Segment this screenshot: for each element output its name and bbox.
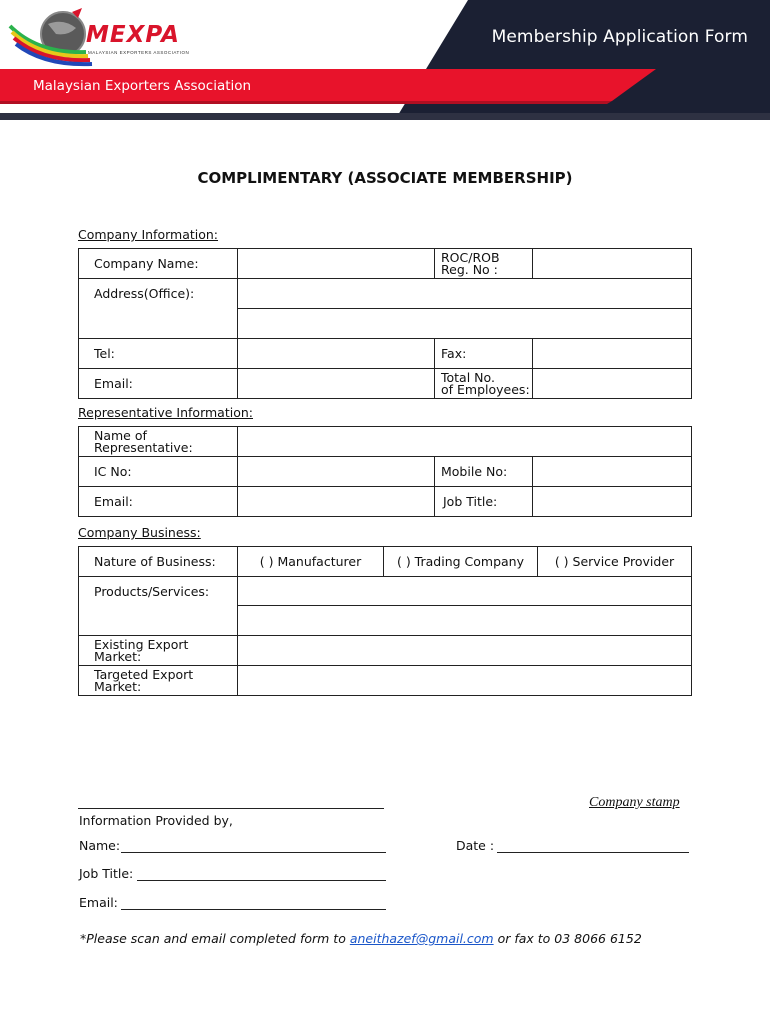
note-prefix: *Please scan and email completed form to	[80, 931, 350, 946]
ic-label: IC No:	[79, 457, 238, 487]
existing-market-line1: Existing Export	[94, 636, 189, 652]
address-field-1[interactable]	[238, 279, 692, 309]
email-label: Email:	[79, 369, 238, 399]
date-line[interactable]	[497, 852, 689, 853]
mobile-label: Mobile No:	[435, 457, 533, 487]
roc-label-line1: ROC/ROB	[441, 249, 500, 265]
company-name-label: Company Name:	[79, 249, 238, 279]
targeted-market-field[interactable]	[238, 666, 692, 696]
logo-text: MEXPA	[86, 22, 180, 48]
existing-market-label	[79, 636, 238, 666]
rep-name-line1: Name of	[94, 427, 147, 443]
document-title: COMPLIMENTARY (ASSOCIATE MEMBERSHIP)	[197, 169, 573, 187]
tel-label: Tel:	[79, 339, 238, 369]
targeted-market-line1: Targeted Export	[94, 666, 194, 682]
existing-market-field[interactable]	[238, 636, 692, 666]
products-field-1[interactable]	[238, 577, 692, 606]
company-info-table	[78, 248, 692, 399]
rep-name-label	[79, 427, 238, 457]
rep-info-label: Representative Information:	[78, 405, 253, 420]
rep-email-field[interactable]	[238, 487, 435, 517]
employees-field[interactable]	[533, 369, 692, 399]
address-field-2[interactable]	[238, 309, 692, 339]
note-suffix: or fax to 03 8066 6152	[493, 931, 642, 946]
logo-subtext: MALAYSIAN EXPORTERS ASSOCIATION	[88, 50, 190, 55]
provided-by-label: Information Provided by,	[79, 813, 233, 828]
fax-field[interactable]	[533, 339, 692, 369]
roc-label	[435, 249, 533, 279]
targeted-market-line2: Market:	[94, 678, 142, 694]
tel-field[interactable]	[238, 339, 435, 369]
submission-note	[80, 931, 642, 946]
products-field-2[interactable]	[238, 606, 692, 636]
nature-label: Nature of Business:	[79, 547, 238, 577]
date-label: Date :	[456, 838, 495, 853]
email-field[interactable]	[238, 369, 435, 399]
business-label: Company Business:	[78, 525, 201, 540]
rep-email-label: Email:	[79, 487, 238, 517]
option-trading-company[interactable]: ( ) Trading Company	[384, 547, 538, 577]
option-service-provider[interactable]: ( ) Service Provider	[538, 547, 692, 577]
form-title: Membership Application Form	[491, 27, 748, 47]
employees-label-line2: of Employees:	[441, 381, 530, 397]
job-title-label: Job Title:	[435, 487, 533, 517]
option-manufacturer[interactable]: ( ) Manufacturer	[238, 547, 384, 577]
products-label: Products/Services:	[79, 577, 238, 636]
address-label: Address(Office):	[79, 279, 238, 339]
targeted-market-label	[79, 666, 238, 696]
employees-label-line1: Total No.	[441, 369, 495, 385]
mobile-field[interactable]	[533, 457, 692, 487]
business-table	[78, 546, 692, 696]
existing-market-line2: Market:	[94, 648, 142, 664]
name-label: Name:	[79, 838, 121, 853]
job-title-sign-label: Job Title:	[79, 866, 134, 881]
signature-line[interactable]	[78, 808, 384, 809]
employees-label	[435, 369, 533, 399]
rep-info-table	[78, 426, 692, 517]
fax-label: Fax:	[435, 339, 533, 369]
rep-name-field[interactable]	[238, 427, 692, 457]
email-sign-label: Email:	[79, 895, 118, 910]
company-stamp-label: Company stamp	[589, 795, 680, 810]
ic-field[interactable]	[238, 457, 435, 487]
job-title-line[interactable]	[137, 880, 386, 881]
name-line[interactable]	[121, 852, 386, 853]
job-title-field[interactable]	[533, 487, 692, 517]
association-name: Malaysian Exporters Association	[33, 78, 252, 94]
roc-field[interactable]	[533, 249, 692, 279]
contact-email-link[interactable]: aneithazef@gmail.com	[349, 931, 494, 946]
company-name-field[interactable]	[238, 249, 435, 279]
email-line[interactable]	[121, 909, 386, 910]
mexpa-logo	[8, 6, 190, 68]
header-banner	[0, 0, 770, 120]
roc-label-line2: Reg. No :	[441, 261, 498, 277]
rep-name-line2: Representative:	[94, 439, 193, 455]
company-info-label: Company Information:	[78, 227, 219, 242]
